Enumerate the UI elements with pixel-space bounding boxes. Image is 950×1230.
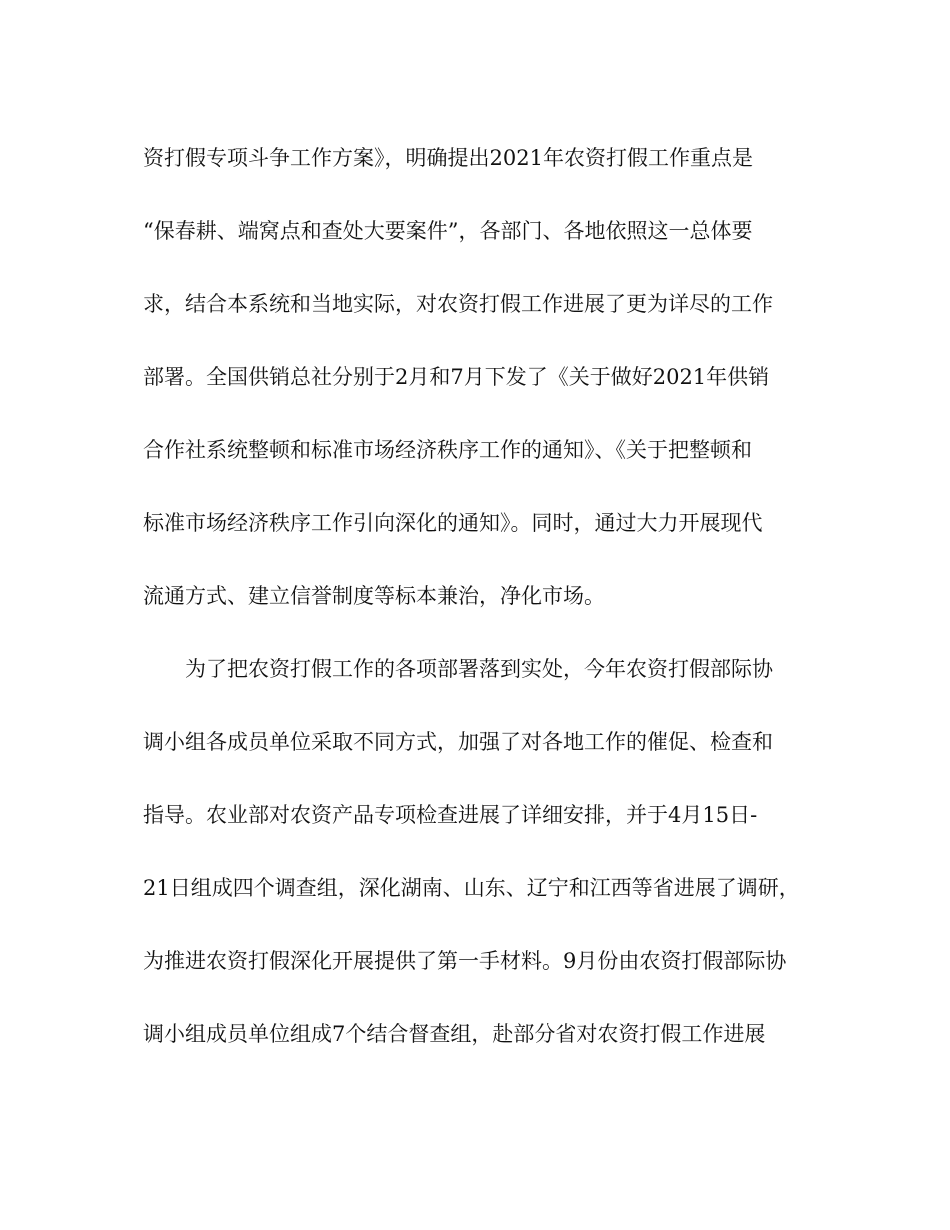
text-line: 调小组各成员单位采取不同方式，加强了对各地工作的催促、检查和 (143, 730, 773, 754)
text-line: 部署。全国供销总社分别于2月和7月下发了《关于做好2021年供销 (143, 365, 770, 389)
text-line: 为推进农资打假深化开展提供了第一手材料。9月份由农资打假部际协 (143, 949, 787, 973)
text-line: 21日组成四个调查组，深化湖南、山东、辽宁和江西等省进展了调研， (143, 876, 800, 900)
text-line: 资打假专项斗争工作方案》，明确提出2021年农资打假工作重点是 (143, 146, 753, 170)
text-line: 流通方式、建立信誉制度等标本兼治，净化市场。 (143, 584, 605, 608)
text-line: “保春耕、端窝点和查处大要案件”，各部门、各地依照这一总体要 (143, 219, 753, 243)
text-line: 指导。农业部对农资产品专项检查进展了详细安排，并于4月15日- (143, 803, 758, 827)
text-line: 求，结合本系统和当地实际，对农资打假工作进展了更为详尽的工作 (143, 292, 773, 316)
text-line: 合作社系统整顿和标准市场经济秩序工作的通知》、《关于把整顿和 (143, 438, 752, 462)
text-line: 标准市场经济秩序工作引向深化的通知》。同时，通过大力开展现代 (143, 511, 763, 535)
text-line: 调小组成员单位组成7个结合督查组，赴部分省对农资打假工作进展 (143, 1022, 766, 1046)
text-line: 为了把农资打假工作的各项部署落到实处，今年农资打假部际协 (185, 657, 773, 681)
